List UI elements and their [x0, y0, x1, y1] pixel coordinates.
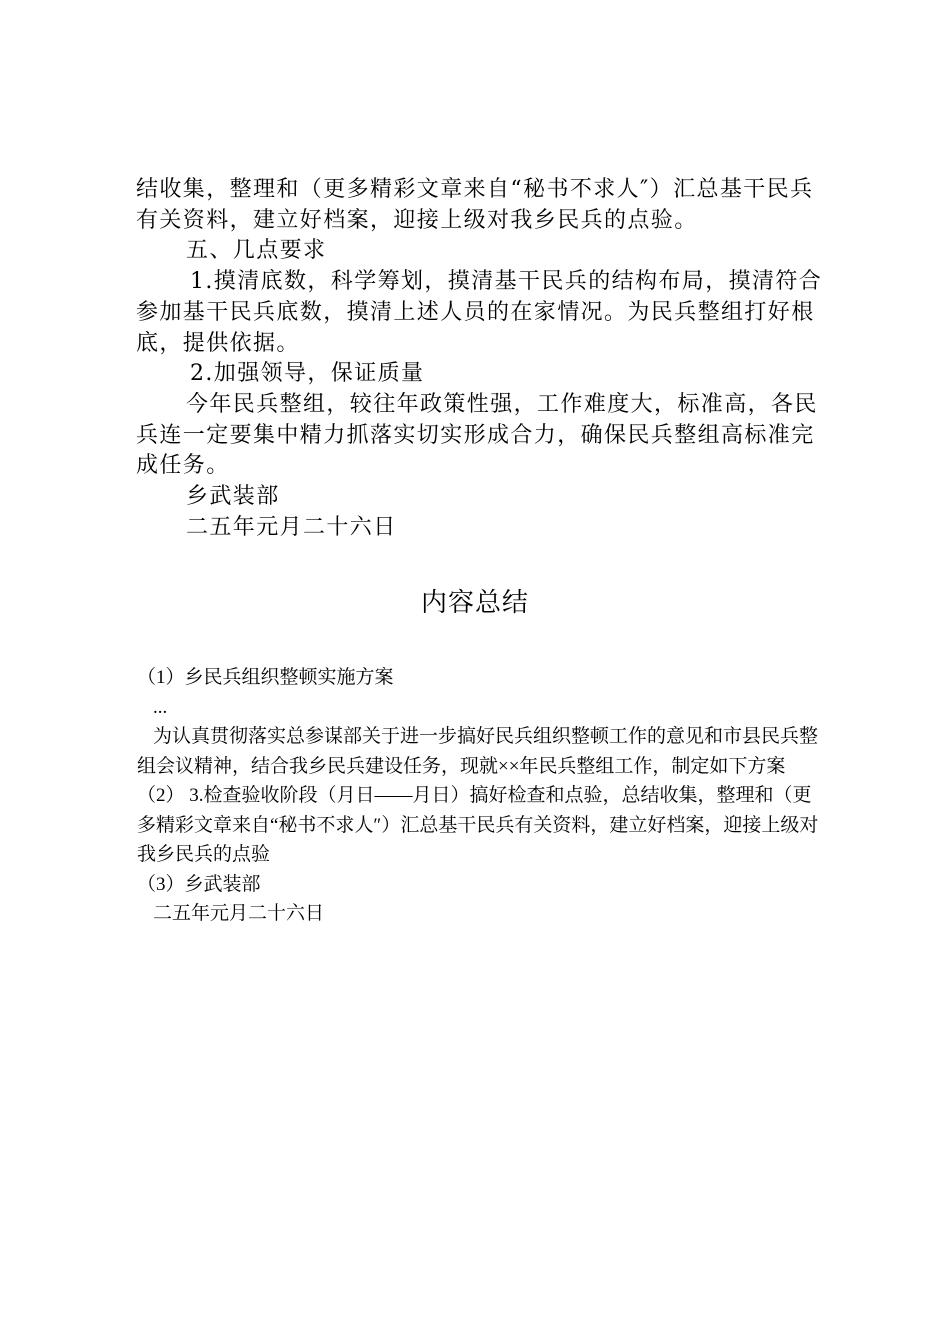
summary-ellipsis: ... — [153, 696, 168, 718]
signature-department: 乡武装部 — [186, 484, 280, 510]
document-body — [136, 175, 826, 543]
summary-item-1-text: 为认真贯彻落实总参谋部关于进一步搞好民兵组织整顿工作的意见和市县民兵整组会议精神，结合我乡民兵建设任务，现就××年民兵整组工作，制定如下方案 — [137, 726, 819, 777]
summary-item-3-text: 二五年元月二十六日 — [153, 903, 325, 924]
paragraph-requirement-2: 今年民兵整组，较往年政策性强，工作难度大，标准高，各民兵连一定要集中精力抓落实切实形成合力，确保民兵整组高标准完成任务。 — [136, 391, 818, 479]
summary-item-1: （1）乡民兵组织整顿实施方案 — [137, 667, 394, 688]
summary-title: 内容总结 — [420, 588, 529, 618]
section-heading-requirements: 五、几点要求 — [186, 238, 327, 264]
paragraph-closing-inspection: 结收集，整理和（更多精彩文章来自“秘书不求人″）汇总基干民兵有关资料，建立好档案，迎接上级对我乡民兵的点验。 — [136, 177, 814, 233]
summary-item-3: （3）乡武装部 — [137, 873, 261, 895]
summary-item-2: （2） 3.检查验收阶段（月日——月日）搞好检查和点验，总结收集，整理和（更多精彩文章来自“秘书不求人″）汇总基干民兵有关资料，建立好档案，迎接上级对我乡民兵的点验 — [137, 785, 819, 865]
signature-date: 二五年元月二十六日 — [186, 514, 397, 540]
heading-requirement-2: 2.加强领导，保证质量 — [190, 361, 425, 387]
paragraph-requirement-1: 1.摸清底数，科学筹划，摸清基干民兵的结构布局，摸清符合参加基干民兵底数，摸清上述人员的在家情况。为民兵整组打好根底，提供依据。 — [136, 269, 823, 356]
summary-section — [137, 663, 827, 929]
